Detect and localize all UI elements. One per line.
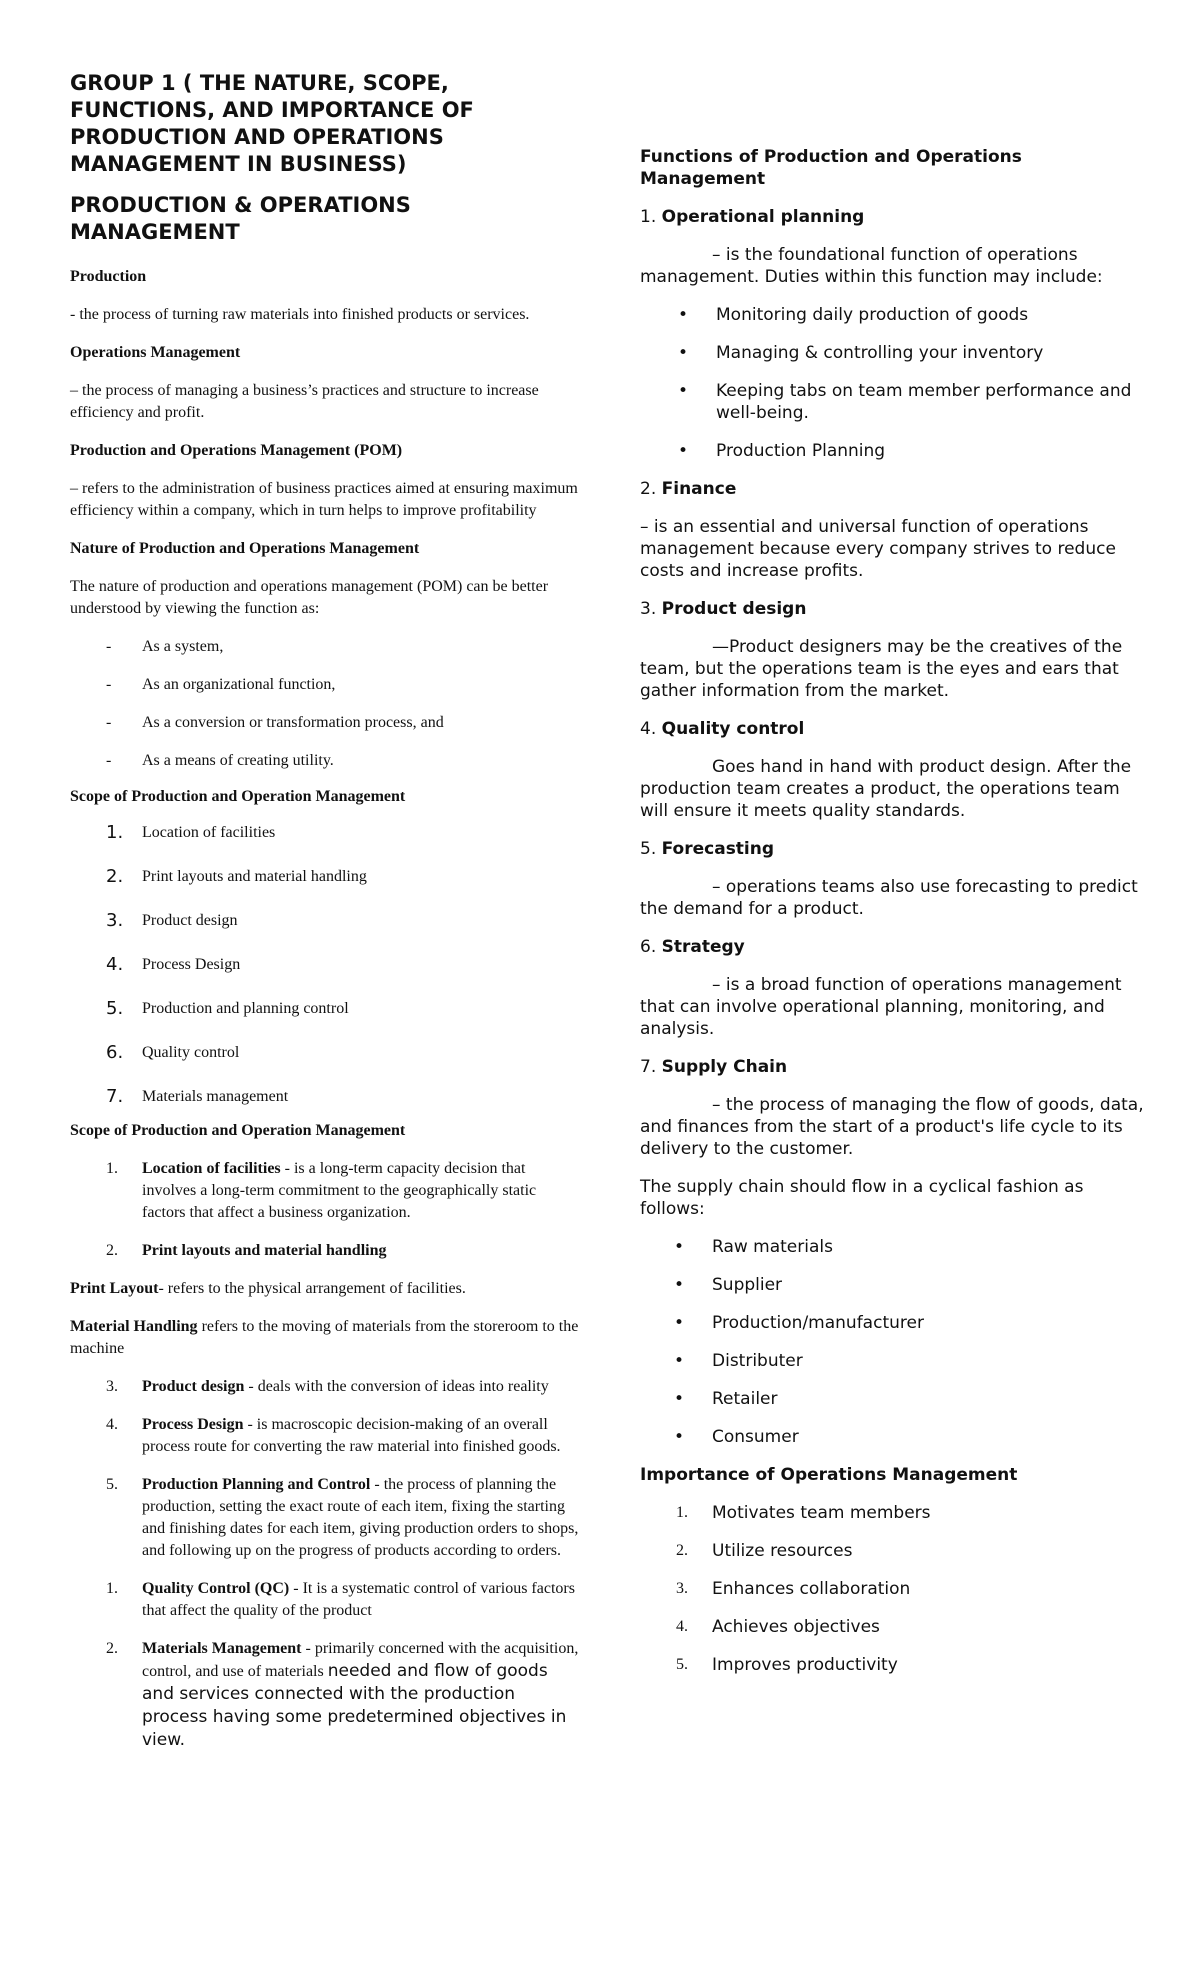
nature-list [70,636,580,788]
scope-list [70,820,580,1128]
function-7-text: – the process of managing the flow of goods, data, and finances from the start of a product's life cycle to its delivery to the customer. [640,1095,1144,1159]
list-item: - As a conversion or transformation process, and [70,712,580,750]
list-item: 1. Quality Control (QC) - It is a systematic control of various factors that affect the quality of the product [106,1580,575,1619]
function-1-list [640,304,1145,462]
importance-heading: Importance of Operations Management [640,1465,1018,1485]
function-4-heading: 4. Quality control [640,719,805,739]
functions-heading: Functions of Production and Operations Management [640,147,1022,189]
bullet-icon: • [674,1275,685,1295]
list-item: 6. Quality control [106,1042,240,1063]
list-item: • Managing & controlling your inventory [678,343,1044,363]
pom-heading: Production and Operations Management (POM) [70,442,403,459]
supply-chain-text: The supply chain should flow in a cyclical fashion as follows: [640,1177,1084,1219]
function-1-heading: 1. Operational planning [640,207,865,227]
document-title: GROUP 1 ( THE NATURE, SCOPE, FUNCTIONS, AND IMPORTANCE OF PRODUCTION AND OPERATIONS MANAGEMENT IN BUSINESS) [70,71,474,176]
function-6-heading: 6. Strategy [640,937,745,957]
list-item: • Consumer [674,1427,799,1447]
list-item: 2. Print layouts and material handling [106,1242,387,1259]
bullet-icon: • [674,1427,685,1447]
function-5-text: – operations teams also use forecasting to predict the demand for a product. [640,877,1138,919]
section-title: PRODUCTION & OPERATIONS MANAGEMENT [70,193,411,244]
function-6-text: – is a broad function of operations management that can involve operational planning, monitoring, and analysis. [640,975,1122,1039]
bullet-icon: • [674,1313,685,1333]
bullet-icon: • [674,1237,685,1257]
list-item: 5. Improves productivity [676,1655,898,1675]
nature-heading: Nature of Production and Operations Management [70,540,420,557]
function-5-heading: 5. Forecasting [640,839,775,859]
list-item: 4. Process Design [106,954,241,975]
list-item: • Distributer [674,1351,803,1371]
dash-marker: - [106,676,112,693]
list-item: • Production/manufacturer [674,1313,924,1333]
bullet-icon: • [678,305,689,325]
list-item: 4. Achieves objectives [676,1617,880,1637]
list-item: 3. Enhances collaboration [676,1579,911,1599]
list-item: • Supplier [674,1275,783,1295]
supply-chain-list [640,1236,1145,1448]
bullet-icon: • [678,381,689,401]
list-item: • Raw materials [674,1237,833,1257]
function-7-heading: 7. Supply Chain [640,1057,788,1077]
list-item: • Keeping tabs on team member performance and well-being. [678,381,1132,423]
function-2-text: – is an essential and universal function of operations management because every company strives to reduce costs and increase profits. [640,517,1116,581]
list-item: • Monitoring daily production of goods [678,305,1029,325]
function-2-heading: 2. Finance [640,479,737,499]
function-3-heading: 3. Product design [640,599,807,619]
opm-text: – the process of managing a business’s practices and structure to increase efficiency and profit. [70,382,539,421]
production-text: - the process of turning raw materials into finished products or services. [70,306,530,323]
scope-detail-list [70,1158,580,1262]
scope2-heading: Scope of Production and Operation Management [70,1122,406,1139]
material-handling-text: Material Handling refers to the moving of materials from the storeroom to the machine [70,1318,579,1357]
list-item: 1. Location of facilities - is a long-term capacity decision that involves a long-term commitment to the geographically static factors that affect a business organization. [106,1160,537,1221]
functions-section [640,146,1145,1692]
print-layout-text: Print Layout- refers to the physical arrangement of facilities. [70,1280,466,1297]
list-item: - As a system, [70,636,580,674]
scope-detail-list-2 [70,1376,580,1752]
definitions [70,266,580,1752]
production-heading: Production [70,268,147,285]
bullet-icon: • [678,343,689,363]
list-item: 3. Product design [106,910,238,931]
nature-text: The nature of production and operations management (POM) can be better understood by viewing the function as: [70,578,549,617]
pom-text: – refers to the administration of business practices aimed at ensuring maximum efficiency within a company, which in turn helps to improve profitability [70,480,578,519]
dash-marker: - [106,752,112,769]
list-item: 3. Product design - deals with the conversion of ideas into reality [106,1378,549,1395]
list-item: 1. Location of facilities [106,822,276,843]
opm-heading: Operations Management [70,344,241,361]
list-item: 5. Production Planning and Control - the process of planning the production, setting the exact route of each item, fixing the starting and finishing dates for each item, giving production orders to shops, and following up on the progress of products according to orders. [106,1476,579,1559]
bullet-icon: • [678,441,689,461]
list-item: 2. Materials Management - primarily concerned with the acquisition, control, and use of materials needed and flow of goods and services connected with the production process having some predetermined objectives in view. [106,1640,579,1750]
scope-heading: Scope of Production and Operation Management [70,788,406,805]
list-item: 2. Print layouts and material handling [106,866,367,887]
function-1-text: – is the foundational function of operations management. Duties within this function may include: [640,245,1103,287]
list-item: - As a means of creating utility. [70,750,580,788]
list-item: 4. Process Design - is macroscopic decision-making of an overall process route for converting the raw material into finished goods. [106,1416,561,1455]
bullet-icon: • [674,1389,685,1409]
importance-list [640,1502,1145,1692]
function-4-text: Goes hand in hand with product design. After the production team creates a product, the operations team will ensure it meets quality standards. [640,757,1132,821]
function-3-text: —Product designers may be the creatives of the team, but the operations team is the eyes and ears that gather information from the market. [640,637,1123,701]
list-item: 7. Materials management [106,1086,289,1107]
list-item: - As an organizational function, [70,674,580,712]
bullet-icon: • [674,1351,685,1371]
list-item: • Production Planning [678,441,886,461]
dash-marker: - [106,638,112,655]
dash-marker: - [106,714,112,731]
list-item: • Retailer [674,1389,778,1409]
list-item: 1. Motivates team members [676,1503,931,1523]
list-item: 5. Production and planning control [106,998,349,1019]
list-item: 2. Utilize resources [676,1541,853,1561]
